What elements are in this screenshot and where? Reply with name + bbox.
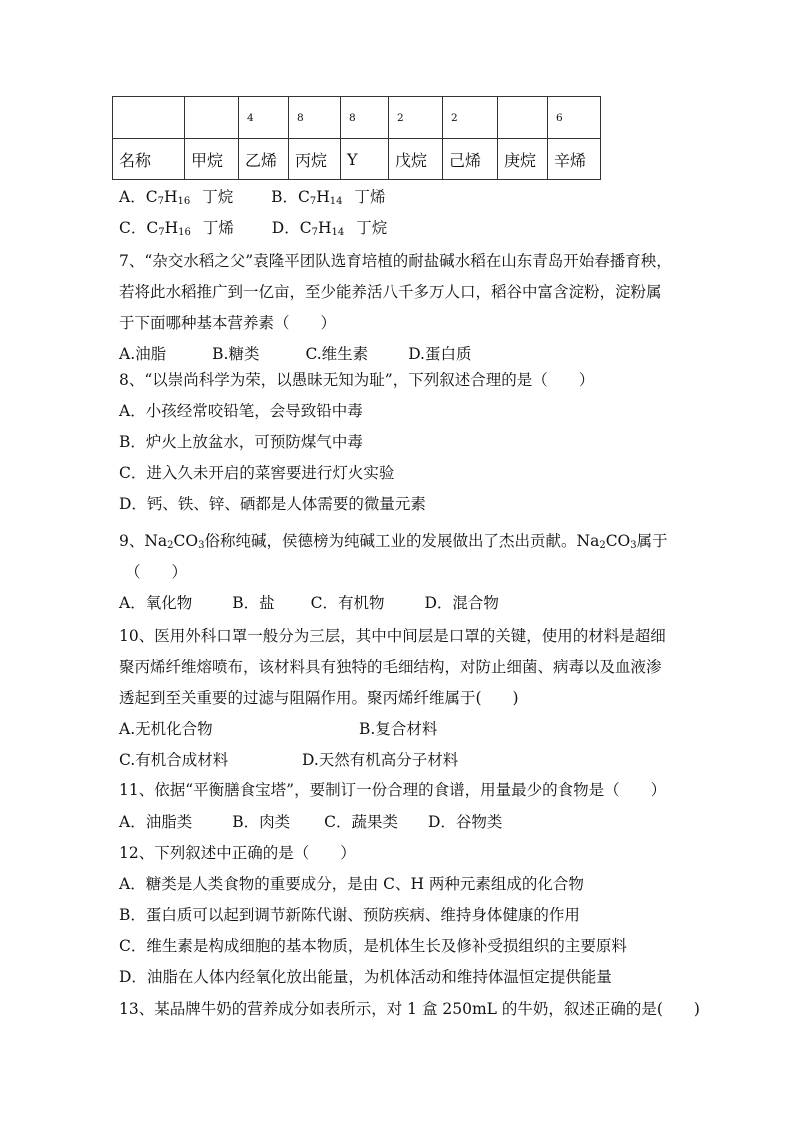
table-cell: 庚烷 — [498, 139, 548, 180]
q10-option-a: A.无机化合物 — [119, 720, 213, 738]
q8-option-c: C．进入久未开启的菜窖要进行灯火实验 — [119, 464, 395, 482]
table-cell: 2 — [389, 97, 443, 139]
table-cell: 6 — [548, 97, 601, 139]
q10-stem-line-3: 透起到至关重要的过滤与阻隔作用。聚丙烯纤维属于( ) — [119, 689, 519, 707]
table-cell: 4 — [239, 97, 289, 139]
option-d: D.蛋白质 — [408, 345, 472, 363]
table-cell: 名称 — [113, 139, 185, 180]
q12-option-c: C．维生素是构成细胞的基本物质，是机体生长及修补受损组织的主要原料 — [119, 937, 627, 955]
table-cell: 丙烷 — [289, 139, 341, 180]
table-cell: 乙烯 — [239, 139, 289, 180]
option-a: A．$C_7H_{16}$ 丁烷 — [119, 188, 234, 207]
q8-option-a: A．小孩经常咬铅笔，会导致铅中毒 — [119, 402, 363, 420]
option-a: A．氧化物 — [119, 594, 193, 612]
q8-option-b: B．炉火上放盆水，可预防煤气中毒 — [119, 433, 363, 451]
q10-option-d: D.天然有机高分子材料 — [302, 751, 459, 769]
table-cell: 己烯 — [443, 139, 498, 180]
q7-stem-line-1: 7、“杂交水稻之父”袁隆平团队选育培植的耐盐碱水稻在山东青岛开始春播育秧， — [119, 252, 672, 270]
option-c: C.维生素 — [305, 345, 369, 363]
table-cell — [185, 97, 239, 139]
q7-stem-line-3: 于下面哪种基本营养素（ ） — [119, 314, 337, 332]
q11-options — [119, 812, 502, 832]
q12-option-a: A．糖类是人类食物的重要成分，是由 C、H 两种元素组成的化合物 — [119, 875, 584, 893]
option-d: D．$C_7H_{14}$ 丁烷 — [271, 219, 388, 238]
q9-stem-line-1: 9、$Na_2CO_3$俗称纯碱，侯德榜为纯碱工业的发展做出了杰出贡献。$Na_2CO_3$属于 — [119, 532, 668, 551]
alkane-table-wrap — [112, 96, 601, 180]
q7-options — [119, 344, 472, 364]
q9-stem-line-2: （ ） — [125, 563, 188, 581]
q12-stem: 12、下列叙述中正确的是（ ） — [119, 844, 356, 862]
q11-stem: 11、依据“平衡膳食宝塔”，要制订一份合理的食谱，用量最少的食物是（ ） — [119, 781, 667, 799]
option-b: B．肉类 — [232, 813, 291, 831]
q6-options-row-2 — [119, 218, 387, 238]
q8-stem: 8、“以崇尚科学为荣，以愚昧无知为耻”，下列叙述合理的是（ ） — [119, 371, 595, 389]
q12-option-d: D．油脂在人体内经氧化放出能量，为机体活动和维持体温恒定提供能量 — [119, 968, 612, 986]
option-d: D．混合物 — [424, 594, 499, 612]
q7-stem-line-2: 若将此水稻推广到一亿亩，至少能养活八千多万人口，稻谷中富含淀粉，淀粉属 — [119, 283, 662, 301]
q10-stem-line-2: 聚丙烯纤维熔喷布，该材料具有独特的毛细结构，对防止细菌、病毒以及血液渗 — [119, 658, 662, 676]
table-cell: 戊烷 — [389, 139, 443, 180]
table-cell: Y — [341, 139, 389, 180]
table-cell: 甲烷 — [185, 139, 239, 180]
table-cell — [498, 97, 548, 139]
table-row — [113, 97, 601, 139]
option-b: B.糖类 — [212, 345, 260, 363]
option-b: B．盐 — [232, 594, 275, 612]
option-a: A.油脂 — [119, 345, 167, 363]
q10-stem-line-1: 10、医用外科口罩一般分为三层，其中中间层是口罩的关键，使用的材料是超细 — [119, 627, 666, 645]
q10-option-b: B.复合材料 — [359, 720, 438, 738]
option-c: C．$C_7H_{16}$ 丁烯 — [119, 219, 234, 238]
table-cell: 8 — [341, 97, 389, 139]
q13-stem: 13、某品牌牛奶的营养成分如表所示，对 1 盒 250mL 的牛奶，叙述正确的是( ) — [119, 1000, 700, 1018]
table-cell: 辛烯 — [548, 139, 601, 180]
option-b: B．$C_7H_{14}$ 丁烯 — [271, 188, 386, 207]
option-a: A．油脂类 — [119, 813, 193, 831]
q9-options — [119, 593, 499, 613]
option-d: D．谷物类 — [427, 813, 503, 831]
option-c: C．蔬果类 — [324, 813, 398, 831]
alkane-table — [112, 96, 601, 180]
q10-option-c: C.有机合成材料 — [119, 751, 229, 769]
table-cell: 8 — [289, 97, 341, 139]
option-c: C．有机物 — [310, 594, 385, 612]
q12-option-b: B．蛋白质可以起到调节新陈代谢、预防疾病、维持身体健康的作用 — [119, 906, 580, 924]
table-cell — [113, 97, 185, 139]
table-row — [113, 139, 601, 180]
q8-option-d: D．钙、铁、锌、硒都是人体需要的微量元素 — [119, 495, 426, 513]
q6-options-row-1 — [119, 187, 386, 207]
table-cell: 2 — [443, 97, 498, 139]
